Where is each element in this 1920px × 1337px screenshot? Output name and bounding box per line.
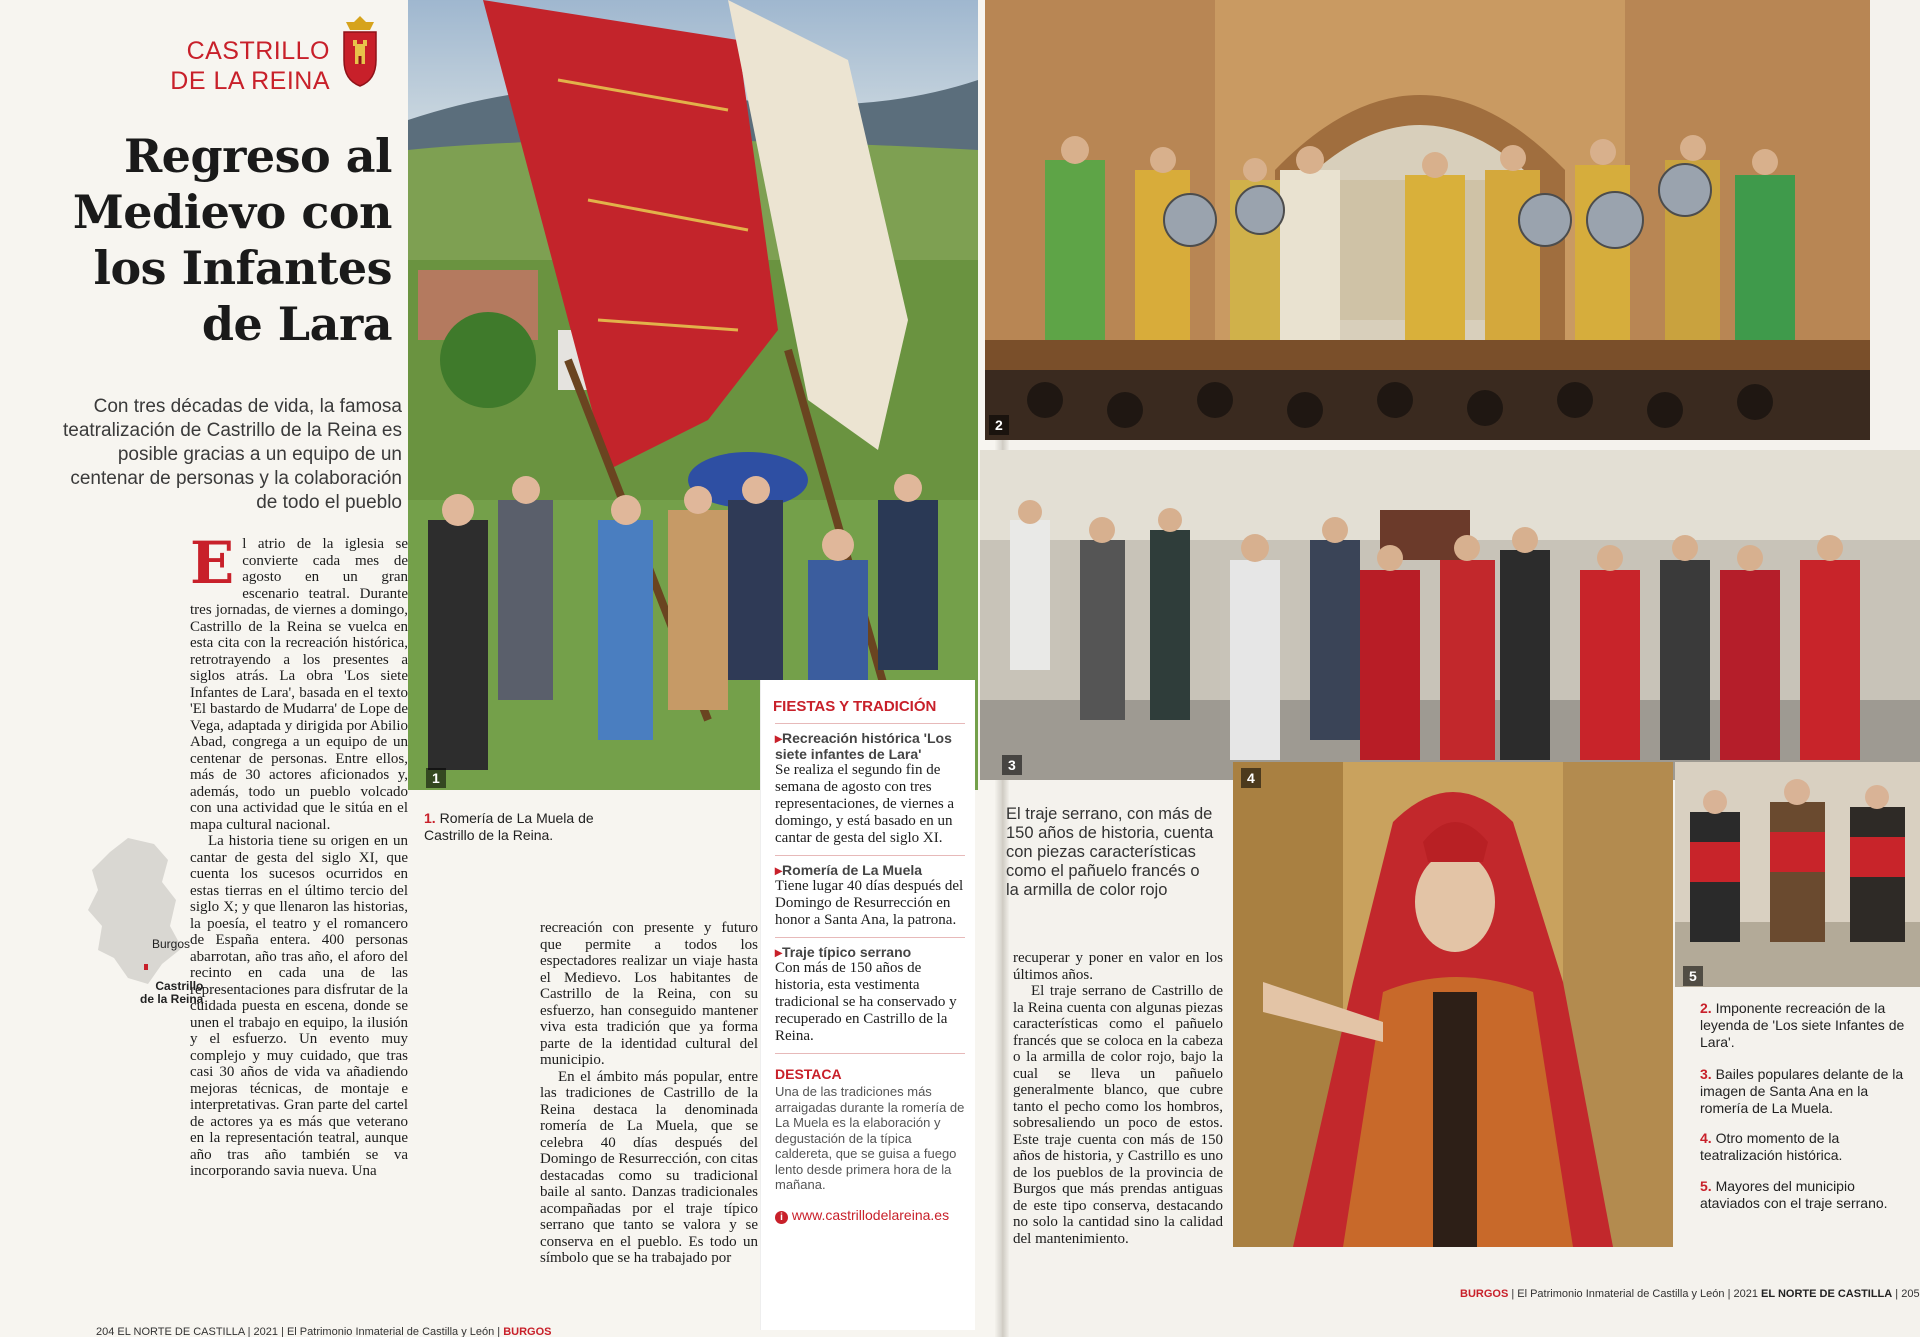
body-column-2 [540, 920, 758, 1267]
sidebar-fiestas [760, 680, 975, 1330]
caption-3: 3. Bailes populares delante de la imagen de Santa Ana en la romería de La Muela. [1700, 1066, 1904, 1116]
footer-left: 204 EL NORTE DE CASTILLA | 2021 | El Patrimonio Inmaterial de Castilla y León | BURGOS [96, 1326, 552, 1337]
drop-cap: E [190, 529, 235, 597]
photo-elders [1675, 762, 1920, 987]
body-paragraph: recreación con presente y futuro que permite a todos los espectadores realizar un viaje hasta el Medievo. Los habitantes de Castrillo de la Reina, con su esfuerzo, han conseguido mantener viva esta tradición que ya forma parte de la identidad cultural del municipio. [540, 920, 758, 1068]
photo-stage [985, 0, 1870, 440]
body-paragraph: l atrio de la iglesia se convierte cada mes de agosto en un gran escenario teatral. Durante tres jornadas, de viernes a domingo, Castrillo de la Reina se vuelca en esta cita con la recreación histórica, retrotrayendo a los presentes a siglos atrás. La obra 'Los siete Infantes de Lara', basada en el texto 'El bastardo de Mudarra' de Lope de Vega, adaptada y dirigida por Abilio Abad, congrega a un equipo de un centenar de personas. Entre ellos, más de 30 actores aficionados y, además, todo un pueblo volcado con una actividad que le sitúa en el mapa cultural nacional. [190, 536, 408, 833]
photo-number: 5 [1683, 966, 1703, 986]
sidebar-item-text: Se realiza el segundo fin de semana de agosto con tres representaciones, de viernes a domingo, y está basado en un cantar de gesta del siglo XI. [775, 762, 955, 846]
body-paragraph: La historia tiene su origen en un cantar de gesta del siglo XI, que cuenta los sucesos ocurridos en estas tierras en el último tercio del siglo X; y que llenaron las historias, la poesía, el teatro y el romancero de España entera. 400 personas abarrotan, año tras año, el aforo del recinto en cada una de las representaciones para disfrutar de la cuidada puesta en escena, donde se unen el trabajo en equipo, la ilusión y el esfuerzo. Un evento muy complejo y muy cuidado, que tras casi 30 años de vida va añadiendo mejoras técnicas, de montaje e interpretativas. Gran parte del cartel de actores ya es más que veterano en la representación teatral, aunque año tras año también se va incorporando savia nueva. Una [190, 833, 408, 1179]
body-column-1 [190, 529, 408, 1180]
sidebar-item-head: ▸ Traje típico serrano [761, 944, 975, 960]
footer-right: BURGOS | El Patrimonio Inmaterial de Castilla y León | 2021 EL NORTE DE CASTILLA | 205 [1460, 1288, 1920, 1300]
sidebar-title: FIESTAS Y TRADICIÓN [773, 698, 937, 715]
sidebar-item-head: ▸ Romería de La Muela [761, 862, 975, 878]
map-label-province: Burgos [152, 937, 191, 951]
photo-number: 4 [1241, 768, 1261, 788]
map-label-town: Castrillo de la Reina [140, 979, 204, 1006]
town-logo-text: CASTRILLO DE LA REINA [170, 37, 330, 95]
photo-number: 2 [989, 415, 1009, 435]
info-icon: i [775, 1211, 788, 1224]
sidebar-item-text: Con más de 150 años de historia, esta vestimenta tradicional se ha conservado y recuperado en Castrillo de la Reina. [775, 960, 957, 1044]
sidebar-item-text: Tiene lugar 40 días después del Domingo de Resurrección en honor a Santa Ana, la patrona. [775, 878, 964, 928]
sidebar-item-head: ▸ Recreación histórica 'Los siete infantes de Lara' [761, 730, 975, 762]
body-column-3 [1013, 950, 1223, 1247]
photo-medieval-woman [1233, 762, 1673, 1247]
coat-of-arms-icon [340, 16, 380, 88]
website-link[interactable]: i www.castrillodelareina.es [761, 1193, 975, 1224]
article-dek: Con tres décadas de vida, la famosa teatralización de Castrillo de la Reina es posible gracias a un equipo de un centenar de personas y la colaboración de todo el pueblo [62, 396, 402, 513]
caption-1: 1. Romería de La Muela de Castrillo de la Reina. [424, 810, 594, 843]
photo-romeria [408, 0, 978, 790]
body-paragraph: recuperar y poner en valor en los últimos años. [1013, 950, 1223, 983]
province-map [58, 830, 218, 990]
caption-5: 5. Mayores del municipio ataviados con el traje serrano. [1700, 1178, 1888, 1211]
pull-quote: El traje serrano, con más de 150 años de historia, cuenta con piezas características como el pañuelo francés o la armilla de color rojo [1006, 805, 1214, 899]
photo-number: 1 [426, 768, 446, 788]
body-paragraph: El traje serrano de Castrillo de la Reina cuenta con algunas piezas características como el pañuelo francés que se coloca en la cabeza o la armilla de color rojo, bajo la cual se lleva un pañuelo generalmente blanco, que cubre tanto el pecho como los hombros, sobresaliendo un poco de estos. Este traje cuenta con más de 150 años de historia, y Castrillo es uno de los pueblos de la provincia de Burgos que más prendas antiguas de este tipo conserva, destacando no solo la cantidad sino la calidad del mantenimiento. [1013, 983, 1223, 1247]
article-headline: Regreso al Medievo con los Infantes de Lara [72, 129, 392, 351]
caption-4: 4. Otro momento de la teatralización histórica. [1700, 1130, 1843, 1163]
body-paragraph: En el ámbito más popular, entre las tradiciones de Castrillo de la Reina destaca la denominada romería de La Muela, que se celebra 40 días después del Domingo de Resurrección, con citas destacadas como su tradicional baile al santo. Danzas tradicionales acompañadas por el traje típico serrano que tanto se valora y se conserva en el pueblo. Es todo un símbolo que se ha trabajado por [540, 1068, 758, 1266]
sidebar-destaca-title: DESTACA [775, 1066, 842, 1082]
photo-procession [980, 450, 1920, 780]
photo-number: 3 [1002, 755, 1022, 775]
caption-2: 2. Imponente recreación de la leyenda de 'Los siete Infantes de Lara'. [1700, 1000, 1905, 1050]
sidebar-destaca-text: Una de las tradiciones más arraigadas durante la romería de La Muela es la elaboración y degustación de la típica caldereta, que se guisa a fuego lento desde primera hora de la mañana. [775, 1084, 965, 1192]
